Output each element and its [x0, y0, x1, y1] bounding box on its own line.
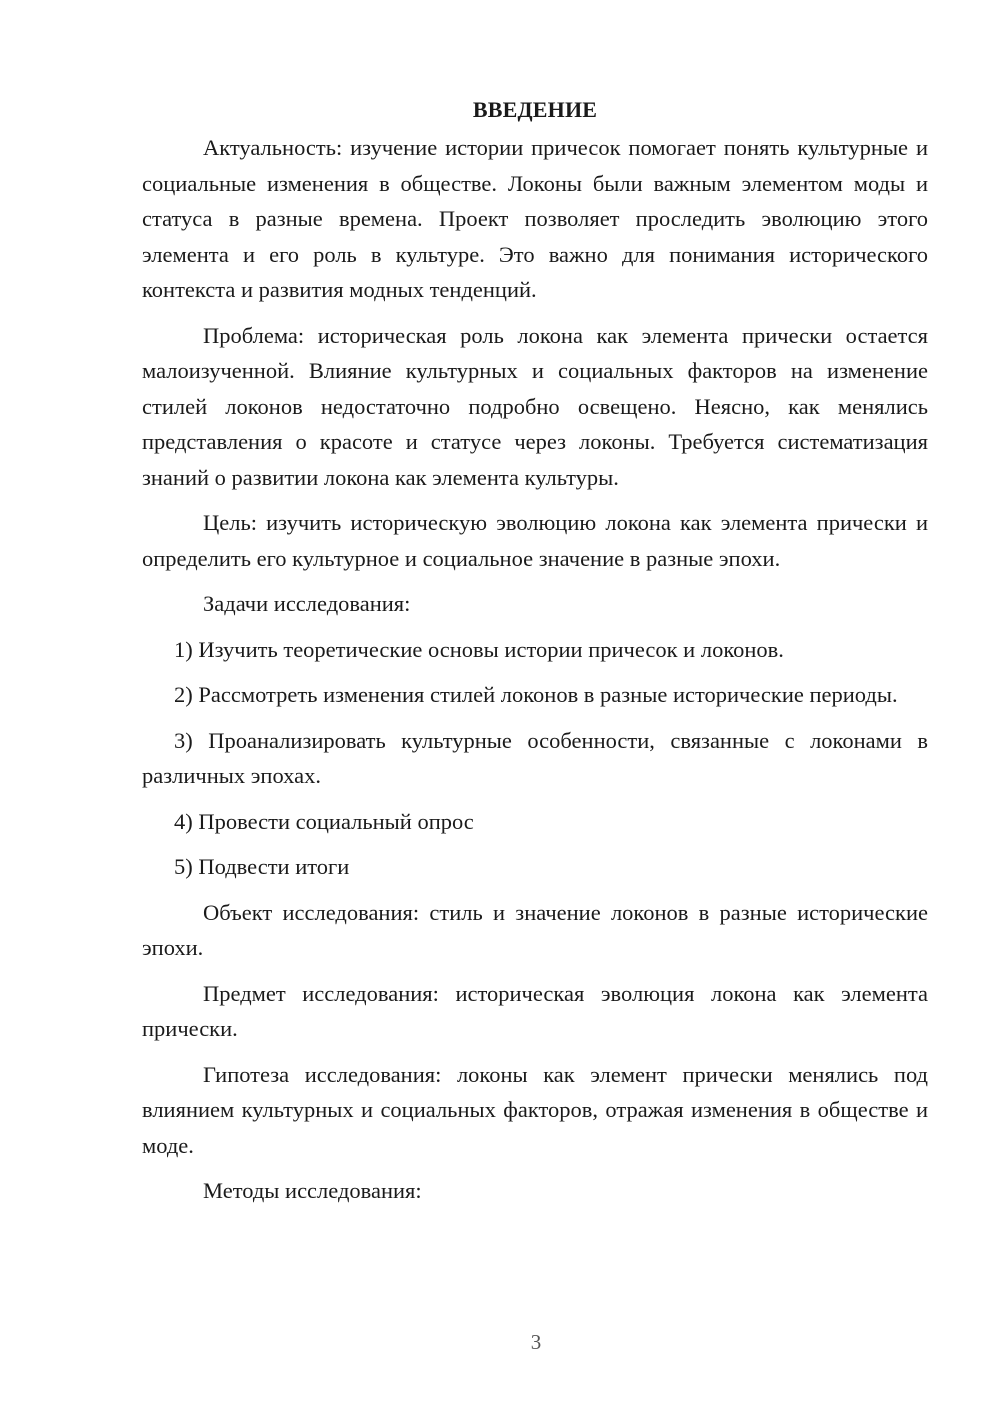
task-item-3: 3) Проанализировать культурные особенности, связанные с локонами в различных эпохах. [142, 727, 928, 788]
task-item-1: 1) Изучить теоретические основы истории причесок и локонов. [174, 636, 784, 662]
relevance-paragraph: Актуальность: изучение истории причесок помогает понять культурные и социальные изменения в обществе. Локоны были важным элементом моды и статуса в разные времена. Проект позволяет проследить эволюцию этого элемента и его роль в культуре. Это важно для понимания исторического контекста и развития модных тенденций. [142, 135, 928, 302]
tasks-heading: Задачи исследования: [203, 591, 411, 616]
subject-paragraph: Предмет исследования: историческая эволюция локона как элемента прически. [142, 980, 928, 1041]
methods-heading: Методы исследования: [203, 1178, 422, 1203]
task-item-2: 2) Рассмотреть изменения стилей локонов в разные исторические периоды. [174, 682, 898, 707]
hypothesis-paragraph: Гипотеза исследования: локоны как элемент прически менялись под влиянием культурных и социальных факторов, отражая изменения в обществе и моде. [142, 1061, 928, 1158]
task-item-4: 4) Провести социальный опрос [174, 808, 474, 834]
goal-paragraph: Цель: изучить историческую эволюцию локона как элемента прически и определить его культурное и социальное значение в разные эпохи. [142, 510, 928, 571]
object-paragraph: Объект исследования: стиль и значение локонов в разные исторические эпохи. [142, 899, 928, 960]
section-title: ВВЕДЕНИЕ [472, 97, 598, 122]
document-page [142, 92, 928, 1219]
problem-paragraph: Проблема: историческая роль локона как элемента прически остается малоизученной. Влияние культурных и социальных факторов на изменение стилей локонов недостаточно подробно освещено. Неясно, как менялись представления о красоте и статусе через локоны. Требуется систематизация знаний о развитии локона как элемента культуры. [142, 322, 928, 490]
page-number: 3 [530, 1330, 542, 1354]
task-item-5: 5) Подвести итоги [174, 854, 350, 879]
